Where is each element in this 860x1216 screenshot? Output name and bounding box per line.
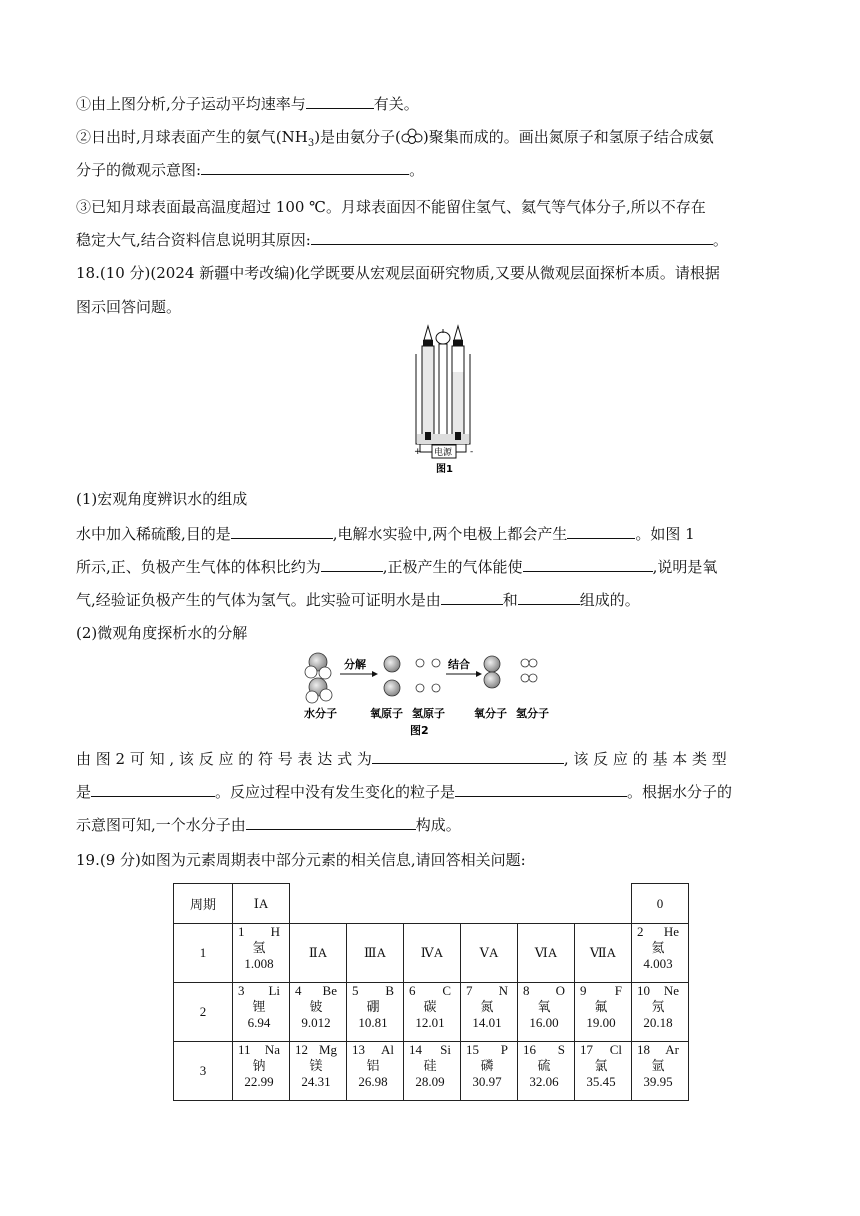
element-name: 氢 [252, 940, 266, 955]
water-decomposition-figure [300, 650, 562, 740]
q18-text: 由 图 2 可 知 , 该 反 应 的 符 号 表 达 式 为 [76, 750, 372, 768]
hydrogen-atom-label: 氢原子 [412, 707, 445, 720]
section-heading: (1)宏观角度辨识水的组成 [76, 490, 248, 508]
element-symbol: N [498, 983, 508, 998]
answer-blank[interactable] [518, 590, 580, 605]
element-cell [461, 1042, 518, 1101]
group-0-header: 0 [632, 884, 689, 924]
q17-text: )聚集而成的。画出氮原子和氢原子结合成氨 [422, 128, 714, 146]
hydrogen-molecule-label: 氢分子 [516, 707, 549, 720]
atomic-number: 15 [466, 1042, 479, 1057]
element-symbol: P [500, 1042, 508, 1057]
atomic-mass: 28.09 [415, 1074, 445, 1089]
atomic-number: 4 [295, 983, 302, 998]
plus-sign: + [414, 447, 422, 457]
element-cell [575, 1042, 632, 1101]
element-name: 镁 [309, 1058, 323, 1073]
element-symbol: Li [268, 983, 280, 998]
q17-text: )是由氨分子( [314, 128, 401, 146]
q18-part2-line-3 [76, 815, 461, 835]
element-symbol: S [557, 1042, 565, 1057]
atomic-mass: 22.99 [244, 1074, 274, 1089]
period-1-row [174, 924, 689, 983]
atomic-number: 1 [238, 924, 245, 939]
answer-blank[interactable] [455, 782, 627, 797]
period-label: 1 [174, 924, 233, 983]
q18-text: 组成的。 [579, 591, 640, 609]
element-name: 氟 [594, 999, 608, 1014]
atomic-number: 14 [409, 1042, 422, 1057]
atomic-mass: 14.01 [472, 1015, 502, 1030]
atomic-mass: 32.06 [529, 1074, 559, 1089]
q18-part1-line-2 [76, 557, 717, 577]
group-header: ⅦA [575, 924, 632, 983]
table-header-row [174, 884, 689, 924]
q18-text: 。根据水分子的 [627, 783, 733, 801]
q18-part2-line-1 [76, 749, 727, 769]
atomic-mass: 1.008 [244, 956, 274, 971]
answer-blank[interactable] [306, 94, 374, 109]
q18-text: 构成。 [415, 816, 461, 834]
element-name: 硫 [537, 1058, 551, 1073]
atomic-number: 3 [238, 983, 245, 998]
q18-text: 水中加入稀硫酸,目的是 [76, 525, 231, 543]
atomic-mass: 24.31 [301, 1074, 331, 1089]
q18-title: 18.(10 分)(2024 新疆中考改编)化学既要从宏观层面研究物质,又要从微观层面探析本质。请根据 [76, 264, 720, 282]
element-symbol: O [555, 983, 565, 998]
element-name: 钠 [252, 1058, 266, 1073]
atomic-mass: 39.95 [643, 1074, 673, 1089]
period-2-row [174, 983, 689, 1042]
atomic-mass: 10.81 [358, 1015, 388, 1030]
q17-text: ①由上图分析,分子运动平均速率与 [76, 95, 306, 113]
q18-text: ,电解水实验中,两个电极上都会产生 [332, 525, 568, 543]
element-name: 碳 [423, 999, 437, 1014]
q17-line-5 [76, 230, 728, 250]
answer-blank[interactable] [231, 524, 333, 539]
q18-part2-heading [76, 623, 247, 643]
element-symbol: Cl [609, 1042, 622, 1057]
atomic-number: 9 [580, 983, 587, 998]
answer-blank[interactable] [372, 749, 564, 764]
q19-title-text: 19.(9 分)如图为元素周期表中部分元素的相关信息,请回答相关问题: [76, 851, 526, 869]
periodic-table [173, 883, 689, 1101]
element-name: 硼 [366, 999, 380, 1014]
element-symbol: Mg [318, 1042, 337, 1057]
ammonia-molecule-icon [401, 128, 423, 144]
q18-text: 是 [76, 783, 92, 801]
element-cell-He [632, 924, 689, 983]
q17-text: 。 [712, 231, 728, 249]
element-cell-H [233, 924, 290, 983]
element-symbol: Na [264, 1042, 280, 1057]
q17-text: ③已知月球表面最高温度超过 100 ℃。月球表面因不能留住氢气、氦气等气体分子,所以不存在 [76, 198, 706, 216]
element-cell [404, 983, 461, 1042]
atomic-number: 10 [637, 983, 650, 998]
atomic-mass: 26.98 [358, 1074, 388, 1089]
atomic-mass: 19.00 [586, 1015, 616, 1030]
element-symbol: He [663, 924, 679, 939]
atomic-number: 6 [409, 983, 416, 998]
element-symbol: H [270, 924, 280, 939]
element-cell [518, 983, 575, 1042]
figure-2-caption: 图2 [410, 724, 429, 737]
atomic-number: 2 [637, 924, 644, 939]
element-symbol: Ar [665, 1042, 679, 1057]
element-cell [290, 983, 347, 1042]
answer-blank[interactable] [321, 557, 383, 572]
element-name: 磷 [480, 1058, 494, 1073]
period-label: 2 [174, 983, 233, 1042]
q18-text: 气,经验证负极产生的气体为氢气。此实验可证明水是由 [76, 591, 441, 609]
answer-blank[interactable] [311, 230, 713, 245]
atomic-mass: 6.94 [247, 1015, 271, 1030]
decompose-label: 分解 [344, 658, 366, 671]
atomic-mass: 16.00 [529, 1015, 559, 1030]
answer-blank[interactable] [201, 160, 409, 175]
q17-text: 稳定大气,结合资料信息说明其原因: [76, 231, 311, 249]
figure-1-caption: 图1 [436, 464, 453, 474]
element-cell [347, 1042, 404, 1101]
empty-header-space [290, 884, 632, 924]
combine-label: 结合 [448, 658, 470, 671]
atomic-number: 17 [580, 1042, 593, 1057]
element-cell [233, 983, 290, 1042]
atomic-number: 5 [352, 983, 359, 998]
element-name: 氖 [651, 999, 665, 1014]
group-header: ⅡA [290, 924, 347, 983]
element-cell [632, 1042, 689, 1101]
q18-title-2 [76, 297, 181, 317]
group-header: ⅤA [461, 924, 518, 983]
atomic-number: 11 [238, 1042, 251, 1057]
element-name: 铝 [366, 1058, 380, 1073]
power-supply-label: 电源 [434, 448, 453, 458]
q18-title: 图示回答问题。 [76, 298, 182, 316]
q18-text: 所示,正、负极产生气体的体积比约为 [76, 558, 321, 576]
q18-text: 。如图 1 [635, 525, 695, 543]
q17-text: 分子的微观示意图: [76, 161, 202, 179]
period-3-row [174, 1042, 689, 1101]
element-name: 氯 [594, 1058, 608, 1073]
period-header: 周期 [174, 884, 233, 924]
water-molecules [305, 653, 332, 703]
electrolysis-apparatus-figure [408, 324, 488, 474]
oxygen-atom-label: 氧原子 [370, 707, 403, 720]
atomic-number: 12 [295, 1042, 308, 1057]
element-symbol: B [385, 983, 394, 998]
oxygen-molecule-label: 氧分子 [474, 707, 507, 720]
element-symbol: Ne [663, 983, 679, 998]
q18-part1-line-3 [76, 590, 640, 610]
q17-text: 有关。 [373, 95, 419, 113]
q18-text: 。反应过程中没有发生变化的粒子是 [215, 783, 456, 801]
atomic-mass: 30.97 [472, 1074, 502, 1089]
answer-blank[interactable] [567, 524, 635, 539]
answer-blank[interactable] [523, 557, 653, 572]
element-name: 锂 [252, 999, 266, 1014]
group-header: ⅢA [347, 924, 404, 983]
q18-text: ,正极产生的气体能使 [382, 558, 523, 576]
element-name: 氩 [651, 1058, 665, 1073]
element-cell [575, 983, 632, 1042]
q17-text: ②日出时,月球表面产生的氨气(NH [76, 128, 308, 146]
atomic-number: 18 [637, 1042, 650, 1057]
element-symbol: F [614, 983, 622, 998]
element-symbol: Al [381, 1042, 394, 1057]
period-label: 3 [174, 1042, 233, 1101]
element-cell [347, 983, 404, 1042]
q18-part2-line-2 [76, 782, 732, 802]
element-cell [632, 983, 689, 1042]
atomic-mass: 4.003 [643, 956, 673, 971]
group-header: ⅥA [518, 924, 575, 983]
q17-text: 。 [409, 161, 425, 179]
element-name: 氦 [651, 940, 665, 955]
element-cell [461, 983, 518, 1042]
q17-line-4 [76, 197, 706, 217]
q17-line-2 [76, 127, 714, 154]
element-symbol: Be [322, 983, 337, 998]
answer-blank[interactable] [246, 815, 416, 830]
element-name: 硅 [423, 1058, 437, 1073]
atomic-mass: 20.18 [643, 1015, 673, 1030]
atomic-mass: 9.012 [301, 1015, 331, 1030]
answer-blank[interactable] [441, 590, 503, 605]
element-symbol: C [442, 983, 451, 998]
element-cell [233, 1042, 290, 1101]
section-heading: (2)微观角度探析水的分解 [76, 624, 248, 642]
q17-line-1 [76, 94, 419, 114]
subscript: 3 [307, 138, 315, 149]
atomic-number: 13 [352, 1042, 365, 1057]
element-name: 氮 [480, 999, 494, 1014]
atomic-number: 16 [523, 1042, 536, 1057]
element-cell [290, 1042, 347, 1101]
q18-text: ,说明是氧 [652, 558, 718, 576]
element-name: 铍 [309, 999, 323, 1014]
element-name: 氧 [537, 999, 551, 1014]
atomic-mass: 12.01 [415, 1015, 445, 1030]
water-molecule-label: 水分子 [304, 707, 337, 720]
q18-text: 和 [502, 591, 518, 609]
q18-text: 示意图可知,一个水分子由 [76, 816, 246, 834]
atomic-number: 7 [466, 983, 473, 998]
atomic-mass: 35.45 [586, 1074, 616, 1089]
q19-title [76, 850, 526, 870]
q18-text: , 该 反 应 的 基 本 类 型 [563, 750, 727, 768]
group-1a-header: ⅠA [233, 884, 290, 924]
element-symbol: Si [440, 1042, 451, 1057]
minus-sign: - [470, 447, 474, 457]
q18-part1-line-1 [76, 524, 695, 544]
q17-line-3 [76, 160, 424, 180]
atomic-number: 8 [523, 983, 530, 998]
element-cell [518, 1042, 575, 1101]
answer-blank[interactable] [91, 782, 215, 797]
q18-part1-heading [76, 489, 247, 509]
element-cell [404, 1042, 461, 1101]
q18-title-1 [76, 263, 720, 283]
group-header: ⅣA [404, 924, 461, 983]
